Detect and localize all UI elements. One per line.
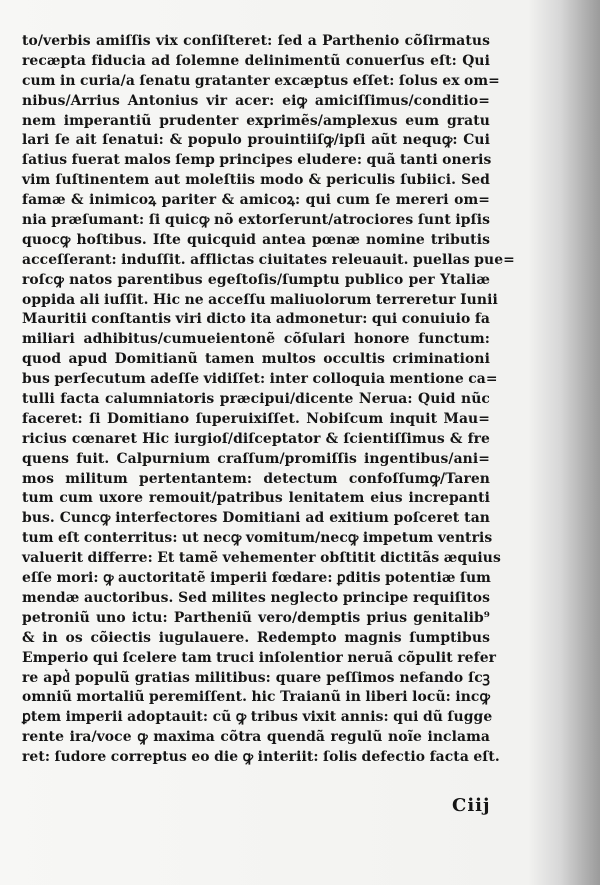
text-line: ricius cœnaret Hic iurgioſ/diſceptator & ſcientiſſimus & fre: [22, 430, 490, 447]
text-line: nem imperantiũ prudenter exprimẽs/amplexus eum gratu: [22, 112, 490, 129]
text-line: quens fuit. Calpurnium craſſum/promiſſis ingentibus/ani=: [22, 450, 490, 467]
text-line: ret: ſudore correptus eo die ꝙ interiit: ſolis defectio facta eſt.: [22, 749, 500, 766]
signature-mark: Ciij: [452, 795, 491, 816]
text-block: [22, 32, 515, 768]
text-line: bus. Cuncꝙ interfectores Domitiani ad exitium poſceret tan: [22, 510, 490, 527]
text-line: miliari adhibitus/cumueientonẽ cõſulari honore functum:: [22, 331, 490, 348]
text-line: Mauritii conſtantis viri dicto ita admonetur: qui conuiuio fa: [22, 311, 490, 328]
text-line: quocꝙ hoſtibus. Iſte quicquid antea pœnæ nomine tributis: [22, 231, 490, 248]
text-line: acceſſerant: induſſit. afflictas ciuitates releuauit. puellas pue=: [22, 251, 515, 268]
text-line: faceret: ſi Domitiano ſuperuixiſſet. Nobiſcum inquit Mau=: [22, 410, 490, 427]
text-line: nibus/Arrius Antonius vir acer: eiꝙ amiciſſimus/conditio=: [22, 92, 490, 109]
text-line: famæ & inimicoꝝ pariter & amicoꝝ: qui cum ſe mereri om=: [22, 192, 490, 209]
text-line: Emperio qui ſcelere tam truci inſolentior neruã cõpulit refer: [22, 649, 497, 666]
text-line: & in os cõiectis iugulauere. Redempto magnis ſumptibus: [22, 629, 490, 646]
text-line: tum cum uxore remouit/patribus lenitatem eius increpanti: [22, 490, 490, 507]
text-line: recæpta fiducia ad ſolemne delinimentũ conuerſus eſt: Qui: [22, 52, 490, 69]
text-line: ꝑtem imperii adoptauit: cũ ꝙ tribus vixit annis: qui dũ ſugge: [22, 709, 493, 726]
text-line: bus perſecutum adeſſe vidiſſet: inter colloquia mentione ca=: [22, 371, 498, 388]
text-line: mendæ auctoribus. Sed milites neglecto principe requiſitos: [22, 589, 490, 606]
text-line: vim ſuſtinentem aut moleſtiis modo & periculis ſubiici. Sed: [22, 172, 490, 189]
text-line: re apd͛ populũ gratias militibus: quare peſſimos nefando ſcꝫ: [22, 669, 490, 686]
text-line: ſatius fuerat malos ſemp principes eludere: quã tanti oneris: [22, 152, 492, 169]
text-line: quod apud Domitianũ tamen multos occultis criminationi: [22, 351, 490, 368]
text-line: roſcꝙ natos parentibus egeſtoſis/ſumptu publico per Ytaliæ: [22, 271, 490, 288]
text-line: to/verbis amiſſis vix conſiſteret: ſed a Parthenio cõſirmatus: [22, 33, 490, 49]
text-line: tum eſt conterritus: ut necꝙ vomitum/necꝙ impetum ventris: [22, 530, 493, 547]
text-line: cum in curia/a ſenatu gratanter excæptus eſſet: ſolus ex om=: [22, 72, 500, 89]
text-line: oppida ali iuſſit. Hic ne acceſſu maliuolorum terreretur Iunii: [22, 291, 498, 308]
text-line: eſſe mori: ꝙ auctoritatẽ imperii fœdare: ꝑditis potentiæ ſum: [22, 570, 491, 587]
text-line: mos militum pertentantem: detectum confoſſumꝙ/Taren: [22, 470, 490, 487]
text-line: valuerit differre: Et tamẽ vehementer obſtitit dictitãs æquius: [22, 550, 501, 567]
text-line: petroniũ uno ictu: Partheniũ vero/demptis prius genitalib⁹: [22, 609, 490, 626]
text-line: omniũ mortaliũ peremiſſent. hic Traianũ in liberi locũ: incꝙ: [22, 689, 490, 706]
text-line: nia præſumant: ſi quicꝙ nõ extorſerunt/atrociores ſunt ipſis: [22, 212, 490, 229]
text-line: tulli facta calumniatoris præcipui/dicente Nerua: Quid nũc: [22, 391, 490, 408]
text-line: lari ſe ait ſenatui: & populo prouintiiſꝙ/ipſi aũt nequꝙ: Cui: [22, 132, 490, 149]
text-line: rente ira/voce ꝙ maxima cõtra quendã regulũ noĩe inclama: [22, 729, 490, 746]
page-edge-shadow: [560, 0, 600, 885]
